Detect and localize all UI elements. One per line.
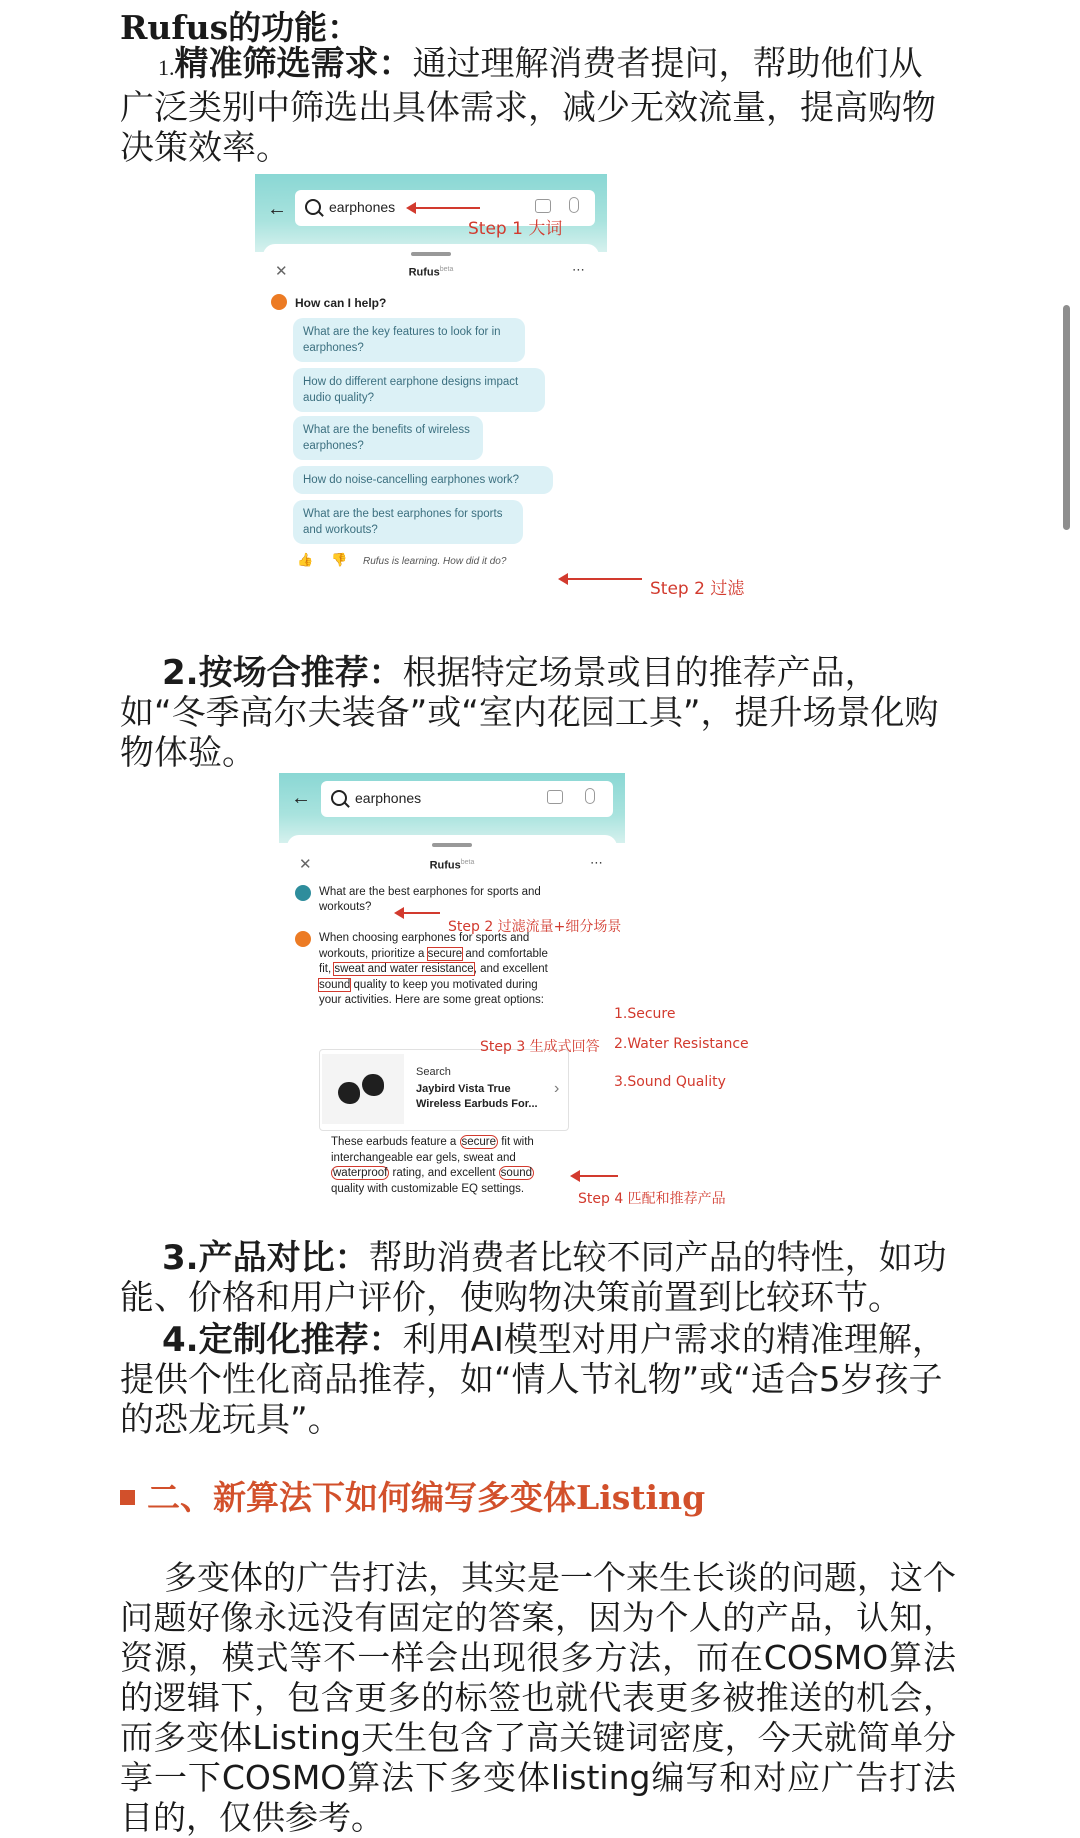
- annotation-secure: 1.Secure: [614, 1006, 676, 1022]
- user-avatar-icon: [295, 885, 311, 901]
- rufus-avatar-icon: [271, 294, 287, 310]
- section-heading-text: 二、新算法下如何编写多变体Listing: [147, 1478, 706, 1517]
- answer-text-3: , and excellent: [473, 963, 548, 975]
- annotation-sound-quality: 3.Sound Quality: [614, 1074, 726, 1090]
- answer-text-2: and comfortable fit,: [319, 947, 548, 975]
- annotation-arrow-step1: [408, 207, 480, 209]
- search-input[interactable]: earphones: [355, 790, 422, 806]
- camera-icon[interactable]: [547, 790, 563, 804]
- rufus-answer: [319, 931, 563, 1009]
- annotation-arrow-step2: [560, 578, 642, 580]
- feature-1-heading: 精准筛选需求：: [174, 44, 413, 84]
- highlight-sound: sound: [319, 978, 351, 991]
- suggestion-chip-4[interactable]: How do noise-cancelling earphones work?: [293, 466, 553, 494]
- feature-4: [120, 1320, 956, 1440]
- more-menu-icon[interactable]: ⋯: [572, 262, 585, 277]
- desc-text-2: fit with interchangeable ear gels, sweat and: [331, 1136, 534, 1164]
- annotation-step2: Step 2 过滤: [650, 579, 745, 599]
- section-title: Rufus的功能：: [120, 8, 361, 47]
- search-bar[interactable]: [321, 781, 613, 817]
- suggestion-chip-2[interactable]: How do different earphone designs impact audio quality?: [293, 368, 545, 412]
- square-bullet-icon: [120, 1490, 135, 1505]
- feature-3: [120, 1238, 956, 1318]
- annotation-water-resistance: 2.Water Resistance: [614, 1036, 749, 1052]
- card-label: Search: [416, 1066, 451, 1078]
- rufus-screenshot-1: [255, 174, 607, 642]
- drag-handle[interactable]: [411, 252, 451, 256]
- back-arrow-icon[interactable]: ←: [267, 198, 287, 220]
- highlight-sweat-water: sweat and water resistance: [334, 963, 474, 975]
- microphone-icon[interactable]: [569, 197, 579, 213]
- beta-badge: beta: [460, 859, 475, 866]
- feature-1: [120, 44, 956, 168]
- search-input[interactable]: earphones: [329, 199, 396, 215]
- panel-title-text: Rufus: [429, 859, 461, 872]
- highlight-waterproof: waterproof: [333, 1167, 388, 1179]
- microphone-icon[interactable]: [585, 788, 595, 804]
- feature-2-heading: 2.按场合推荐：: [162, 653, 403, 693]
- camera-icon[interactable]: [535, 199, 551, 213]
- prompt-heading: How can I help?: [295, 296, 387, 310]
- annotation-step3: Step 3 生成式回答: [480, 1039, 600, 1055]
- body-paragraph: [120, 1558, 956, 1838]
- rufus-panel: [263, 244, 599, 642]
- scrollbar[interactable]: [1063, 305, 1070, 530]
- app-header: [255, 174, 607, 252]
- desc-text-1: These earbuds feature a: [331, 1136, 460, 1148]
- user-question: What are the best earphones for sports and workouts?: [319, 886, 541, 913]
- feedback-text: Rufus is learning. How did it do?: [363, 556, 507, 567]
- panel-title: [263, 266, 599, 279]
- panel-title: [287, 859, 617, 872]
- body-text: 多变体的广告打法，其实是一个来生长谈的问题，这个问题好像永远没有固定的答案，因为个人的产品，认知，资源，模式等不一样会出现很多方法，而在COSMO算法的逻辑下，包含更多的标签也就代表更多被推送的机会，而多变体Listing天生包含了高关键词密度，今天就简单分享一下COSMO算法下多变体listing编写和对应广告打法目的，仅供参考。: [120, 1558, 956, 1837]
- product-title: Jaybird Vista True Wireless Earbuds For...: [416, 1083, 538, 1110]
- rufus-screenshot-2: [279, 773, 625, 1235]
- feature-4-text: 利用AI模型对用户需求的精准理解，提供个性化商品推荐，如“情人节礼物”或“适合5岁孩子的恐龙玩具”。: [120, 1320, 946, 1440]
- feature-3-text: 帮助消费者比较不同产品的特性，如功能、价格和用户评价，使购物决策前置到比较环节。: [120, 1238, 947, 1318]
- desc-text-4: quality with customizable EQ settings.: [331, 1182, 525, 1195]
- annotation-step4: Step 4 匹配和推荐产品: [578, 1191, 726, 1207]
- highlight-secure-2: secure: [461, 1136, 497, 1148]
- section-heading: [120, 1472, 705, 1519]
- product-card[interactable]: [319, 1049, 569, 1131]
- app-header: [279, 773, 625, 843]
- desc-text-3: rating, and excellent: [389, 1167, 499, 1179]
- rufus-avatar-icon: [295, 931, 311, 947]
- answer-text-1: When choosing earphones for sports and workouts, prioritize a: [319, 932, 530, 960]
- feature-2-text: 根据特定场景或目的推荐产品，如“冬季高尔夫装备”或“室内花园工具”，提升场景化购物体验。: [120, 653, 939, 773]
- suggestion-chip-5[interactable]: What are the best earphones for sports and workouts?: [293, 500, 523, 544]
- chevron-right-icon[interactable]: ›: [554, 1080, 560, 1097]
- back-arrow-icon[interactable]: ←: [291, 787, 311, 809]
- earbud-icon: [338, 1082, 360, 1104]
- annotation-arrow-step4: [572, 1175, 618, 1177]
- suggestion-chip-1[interactable]: What are the key features to look for in earphones?: [293, 318, 525, 362]
- feature-1-text: 通过理解消费者提问，帮助他们从广泛类别中筛选出具体需求，减少无效流量，提高购物决策效率。: [120, 44, 936, 168]
- search-icon: [331, 790, 347, 806]
- search-icon: [305, 199, 321, 215]
- highlight-sound-2: sound: [500, 1167, 533, 1179]
- drag-handle[interactable]: [432, 843, 472, 847]
- close-icon[interactable]: ✕: [299, 856, 312, 873]
- close-icon[interactable]: ✕: [275, 263, 288, 280]
- annotation-step1: Step 1 大词: [468, 219, 563, 239]
- highlight-secure: secure: [427, 947, 463, 960]
- earbud-icon: [362, 1074, 384, 1096]
- feature-4-heading: 4.定制化推荐：: [162, 1320, 403, 1360]
- feature-2: [120, 653, 956, 773]
- answer-text-4: quality to keep you motivated during your activities. Here are some great options:: [319, 978, 544, 1006]
- feature-3-heading: 3.产品对比：: [162, 1238, 369, 1278]
- annotation-step2b: Step 2 过滤流量+细分场景: [448, 919, 622, 935]
- thumbs-up-icon[interactable]: 👍: [297, 552, 314, 567]
- product-image: [322, 1054, 404, 1124]
- more-menu-icon[interactable]: ⋯: [590, 855, 603, 870]
- panel-title-text: Rufus: [408, 266, 440, 279]
- suggestion-chip-3[interactable]: What are the benefits of wireless earphones?: [293, 416, 483, 460]
- rufus-panel: [287, 835, 617, 1235]
- feature-1-number: 1.: [158, 55, 175, 80]
- product-description: [331, 1135, 543, 1197]
- thumbs-down-icon[interactable]: 👎: [331, 552, 348, 567]
- beta-badge: beta: [439, 266, 454, 273]
- annotation-arrow-step2b: [396, 912, 440, 914]
